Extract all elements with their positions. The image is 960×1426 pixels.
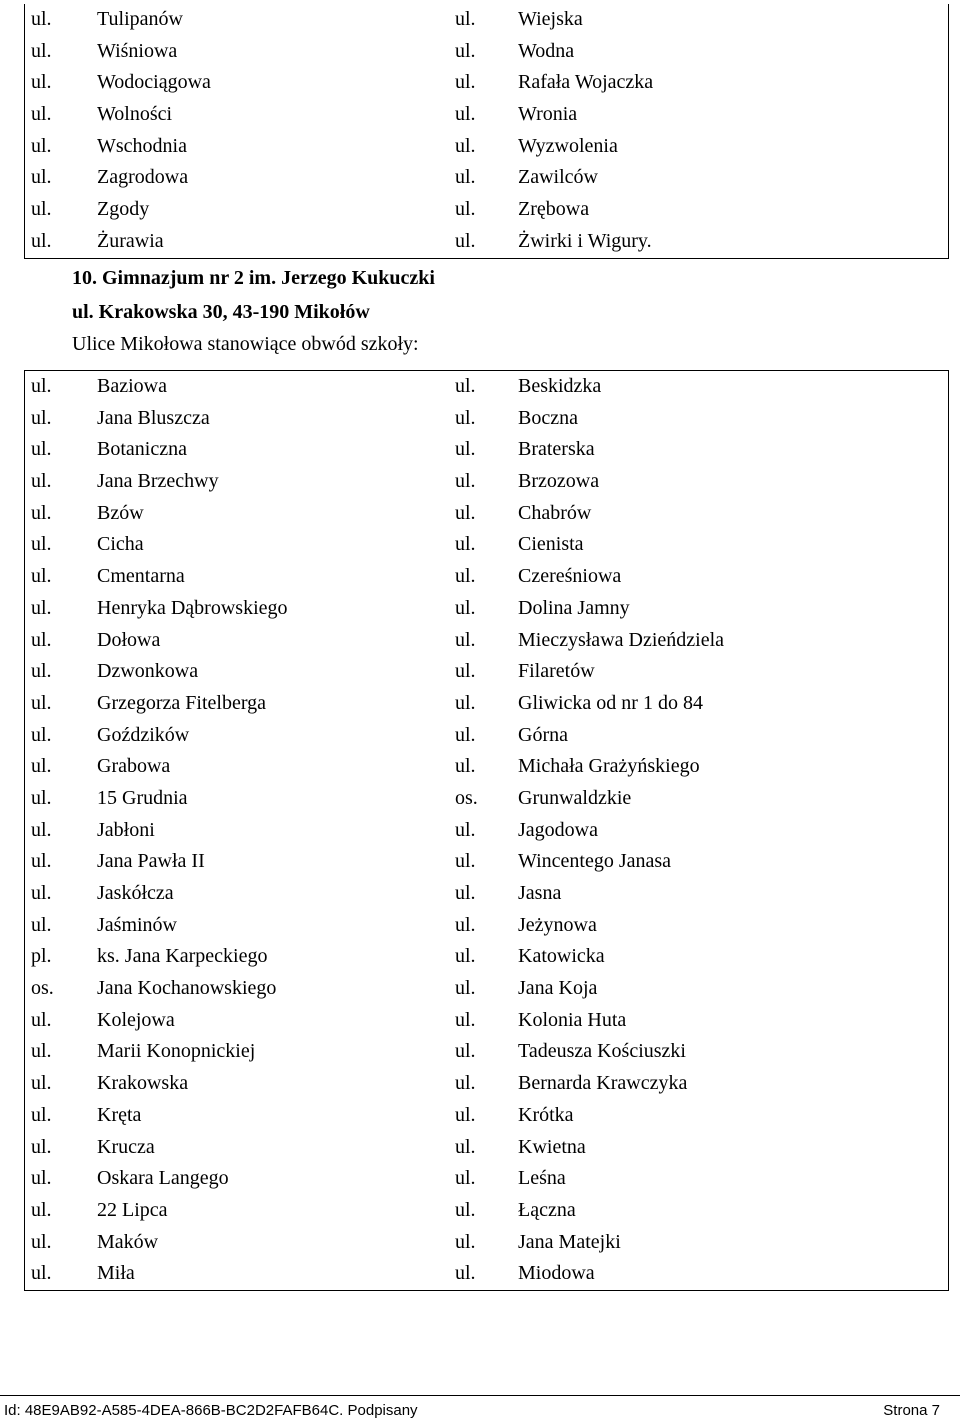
street-left: Wiśniowa — [97, 39, 178, 62]
street-right: Jagodowa — [518, 818, 598, 841]
street-left: Kręta — [97, 1103, 142, 1126]
street-left: Jana Brzechwy — [97, 470, 219, 493]
street-right: Górna — [518, 723, 568, 746]
prefix-right: ul. — [455, 1008, 476, 1031]
prefix-right: ul. — [455, 438, 476, 461]
prefix-left: ul. — [31, 1135, 52, 1158]
street-right: Kwietna — [518, 1135, 586, 1158]
street-right: Jana Matejki — [518, 1230, 621, 1253]
street-right: Cienista — [518, 533, 584, 556]
table-row — [25, 656, 948, 688]
prefix-right: ul. — [455, 103, 476, 126]
prefix-left: ul. — [31, 1198, 52, 1221]
prefix-right: ul. — [455, 501, 476, 524]
street-right: Jeżynowa — [518, 913, 597, 936]
prefix-right: ul. — [455, 945, 476, 968]
table-row — [25, 751, 948, 783]
streets-table-main — [24, 370, 949, 1291]
street-left: Henryka Dąbrowskiego — [97, 596, 288, 619]
street-left: Botaniczna — [97, 438, 187, 461]
street-left: Kolejowa — [97, 1008, 175, 1031]
prefix-left: ul. — [31, 1167, 52, 1190]
table-row — [25, 941, 948, 973]
street-left: Bzów — [97, 501, 144, 524]
prefix-left: ul. — [31, 628, 52, 651]
street-right: Żwirki i Wigury. — [518, 229, 652, 252]
prefix-right: ul. — [455, 134, 476, 157]
street-left: Wschodnia — [97, 134, 187, 157]
prefix-right: os. — [455, 786, 478, 809]
table-row — [25, 1227, 948, 1259]
prefix-left: ul. — [31, 565, 52, 588]
prefix-left: ul. — [31, 39, 52, 62]
prefix-right: ul. — [455, 691, 476, 714]
street-left: Krakowska — [97, 1072, 189, 1095]
prefix-right: ul. — [455, 755, 476, 778]
table-row — [25, 846, 948, 878]
document-id: Id: 48E9AB92-A585-4DEA-866B-BC2D2FAFB64C. Podpisany — [4, 1402, 418, 1419]
prefix-left: ul. — [31, 134, 52, 157]
table-row — [25, 878, 948, 910]
table-row — [25, 162, 948, 194]
page-footer — [0, 1395, 960, 1422]
prefix-right: ul. — [455, 596, 476, 619]
table-row — [25, 403, 948, 435]
table-row — [25, 131, 948, 163]
street-right: Wyzwolenia — [518, 134, 618, 157]
prefix-left: ul. — [31, 1008, 52, 1031]
school-header — [72, 263, 435, 359]
prefix-left: ul. — [31, 103, 52, 126]
prefix-left: ul. — [31, 229, 52, 252]
street-right: Dolina Jamny — [518, 596, 630, 619]
street-left: Grzegorza Fitelberga — [97, 691, 266, 714]
street-left: Maków — [97, 1230, 159, 1253]
street-left: Zgody — [97, 198, 150, 221]
prefix-left: ul. — [31, 913, 52, 936]
street-right: Jasna — [518, 882, 562, 904]
street-left: Wodociągowa — [97, 71, 211, 94]
table-row — [25, 625, 948, 657]
street-left: Tulipanów — [97, 8, 183, 30]
table-row — [25, 593, 948, 625]
prefix-right: ul. — [455, 533, 476, 556]
prefix-right: ul. — [455, 198, 476, 221]
street-right: Braterska — [518, 438, 595, 461]
street-right: Chabrów — [518, 501, 592, 524]
street-right: Wodna — [518, 39, 575, 62]
prefix-left: ul. — [31, 660, 52, 683]
street-left: Oskara Langego — [97, 1167, 229, 1190]
table-row — [25, 1132, 948, 1164]
table-row — [25, 1005, 948, 1037]
table-row — [25, 1100, 948, 1132]
streets-table-top — [24, 4, 949, 259]
table-row — [25, 910, 948, 942]
prefix-right: ul. — [455, 8, 476, 30]
street-left: Baziowa — [97, 375, 167, 397]
prefix-right: ul. — [455, 39, 476, 62]
table-row — [25, 1036, 948, 1068]
prefix-left: ul. — [31, 1262, 52, 1285]
prefix-right: ul. — [455, 1040, 476, 1063]
prefix-right: ul. — [455, 229, 476, 252]
street-right: Tadeusza Kościuszki — [518, 1040, 686, 1063]
street-left: Krucza — [97, 1135, 155, 1158]
prefix-left: ul. — [31, 8, 52, 30]
prefix-left: ul. — [31, 755, 52, 778]
street-right: Michała Grażyńskiego — [518, 755, 700, 778]
table-row — [25, 783, 948, 815]
table-row — [25, 561, 948, 593]
prefix-left: ul. — [31, 375, 52, 397]
prefix-left: ul. — [31, 691, 52, 714]
street-right: Czereśniowa — [518, 565, 622, 588]
table-row — [25, 529, 948, 561]
table-row — [25, 99, 948, 131]
street-left: Jaśminów — [97, 913, 177, 936]
prefix-right: ul. — [455, 977, 476, 1000]
street-left: ks. Jana Karpeckiego — [97, 945, 268, 968]
prefix-right: ul. — [455, 71, 476, 94]
street-left: Goździków — [97, 723, 190, 746]
table-row — [25, 194, 948, 226]
prefix-right: ul. — [455, 913, 476, 936]
street-left: 22 Lipca — [97, 1198, 168, 1221]
street-right: Zawilców — [518, 166, 598, 189]
prefix-left: ul. — [31, 1230, 52, 1253]
street-left: Jaskółcza — [97, 882, 174, 904]
street-right: Gliwicka od nr 1 do 84 — [518, 691, 703, 714]
street-left: Jana Bluszcza — [97, 406, 210, 429]
street-left: Cicha — [97, 533, 144, 556]
prefix-right: ul. — [455, 1072, 476, 1095]
prefix-left: ul. — [31, 1040, 52, 1063]
prefix-right: ul. — [455, 1103, 476, 1126]
prefix-right: ul. — [455, 1135, 476, 1158]
prefix-left: ul. — [31, 470, 52, 493]
prefix-left: ul. — [31, 71, 52, 94]
street-left: Jana Pawła II — [97, 850, 205, 873]
street-right: Leśna — [518, 1167, 566, 1190]
prefix-left: ul. — [31, 850, 52, 873]
prefix-left: ul. — [31, 501, 52, 524]
prefix-right: ul. — [455, 1198, 476, 1221]
prefix-left: os. — [31, 977, 54, 1000]
prefix-left: ul. — [31, 818, 52, 841]
prefix-left: ul. — [31, 596, 52, 619]
street-right: Zrębowa — [518, 198, 590, 221]
street-right: Boczna — [518, 406, 578, 429]
prefix-right: ul. — [455, 818, 476, 841]
street-left: Jana Kochanowskiego — [97, 977, 277, 1000]
street-right: Kolonia Huta — [518, 1008, 627, 1031]
street-left: Dzwonkowa — [97, 660, 199, 683]
prefix-right: ul. — [455, 850, 476, 873]
table-row — [25, 720, 948, 752]
prefix-right: ul. — [455, 882, 476, 904]
street-right: Filaretów — [518, 660, 595, 683]
table-row — [25, 688, 948, 720]
table-row — [25, 1258, 948, 1290]
street-left: 15 Grudnia — [97, 786, 188, 809]
prefix-right: ul. — [455, 1262, 476, 1285]
prefix-right: ul. — [455, 628, 476, 651]
table-row — [25, 466, 948, 498]
street-right: Jana Koja — [518, 977, 598, 1000]
street-left: Cmentarna — [97, 565, 185, 588]
prefix-right: ul. — [455, 723, 476, 746]
street-right: Krótka — [518, 1103, 574, 1126]
table-row — [25, 1163, 948, 1195]
street-left: Dołowa — [97, 628, 161, 651]
table-row — [25, 973, 948, 1005]
table-row — [25, 36, 948, 68]
street-right: Brzozowa — [518, 470, 600, 493]
prefix-left: ul. — [31, 786, 52, 809]
prefix-left: ul. — [31, 533, 52, 556]
street-left: Miła — [97, 1262, 135, 1285]
street-left: Jabłoni — [97, 818, 155, 841]
table-row — [25, 498, 948, 530]
table-row — [25, 434, 948, 466]
street-right: Katowicka — [518, 945, 605, 968]
prefix-left: ul. — [31, 882, 52, 904]
prefix-right: ul. — [455, 375, 476, 397]
street-right: Miodowa — [518, 1262, 595, 1285]
table-row — [25, 371, 948, 403]
prefix-right: ul. — [455, 1167, 476, 1190]
prefix-left: ul. — [31, 1103, 52, 1126]
table-row — [25, 67, 948, 99]
street-right: Rafała Wojaczka — [518, 71, 654, 94]
street-right: Wiejska — [518, 8, 583, 30]
prefix-right: ul. — [455, 166, 476, 189]
school-address: ul. Krakowska 30, 43-190 Mikołów — [72, 301, 370, 323]
street-right: Łączna — [518, 1198, 576, 1221]
prefix-left: ul. — [31, 406, 52, 429]
prefix-right: ul. — [455, 660, 476, 683]
street-right: Bernarda Krawczyka — [518, 1072, 688, 1095]
street-left: Zagrodowa — [97, 166, 189, 189]
prefix-right: ul. — [455, 470, 476, 493]
prefix-left: ul. — [31, 1072, 52, 1095]
street-right: Mieczysława Dzieńdziela — [518, 628, 725, 651]
street-left: Wolności — [97, 103, 173, 126]
table-row — [25, 4, 948, 36]
prefix-left: ul. — [31, 166, 52, 189]
street-left: Grabowa — [97, 755, 171, 778]
table-row — [25, 1068, 948, 1100]
table-row — [25, 1195, 948, 1227]
street-right: Wincentego Janasa — [518, 850, 672, 873]
school-title: 10. Gimnazjum nr 2 im. Jerzego Kukuczki — [72, 267, 435, 289]
prefix-right: ul. — [455, 565, 476, 588]
page-number: Strona 7 — [883, 1402, 940, 1419]
prefix-left: ul. — [31, 438, 52, 461]
street-left: Marii Konopnickiej — [97, 1040, 256, 1063]
prefix-right: ul. — [455, 1230, 476, 1253]
street-left: Żurawia — [97, 229, 164, 252]
table-row — [25, 226, 948, 258]
street-right: Wronia — [518, 103, 578, 126]
prefix-left: ul. — [31, 723, 52, 746]
table-row — [25, 815, 948, 847]
prefix-left: ul. — [31, 198, 52, 221]
street-right: Grunwaldzkie — [518, 786, 632, 809]
street-right: Beskidzka — [518, 375, 602, 397]
prefix-left: pl. — [31, 945, 52, 968]
school-subtitle: Ulice Mikołowa stanowiące obwód szkoły: — [72, 333, 419, 355]
prefix-right: ul. — [455, 406, 476, 429]
